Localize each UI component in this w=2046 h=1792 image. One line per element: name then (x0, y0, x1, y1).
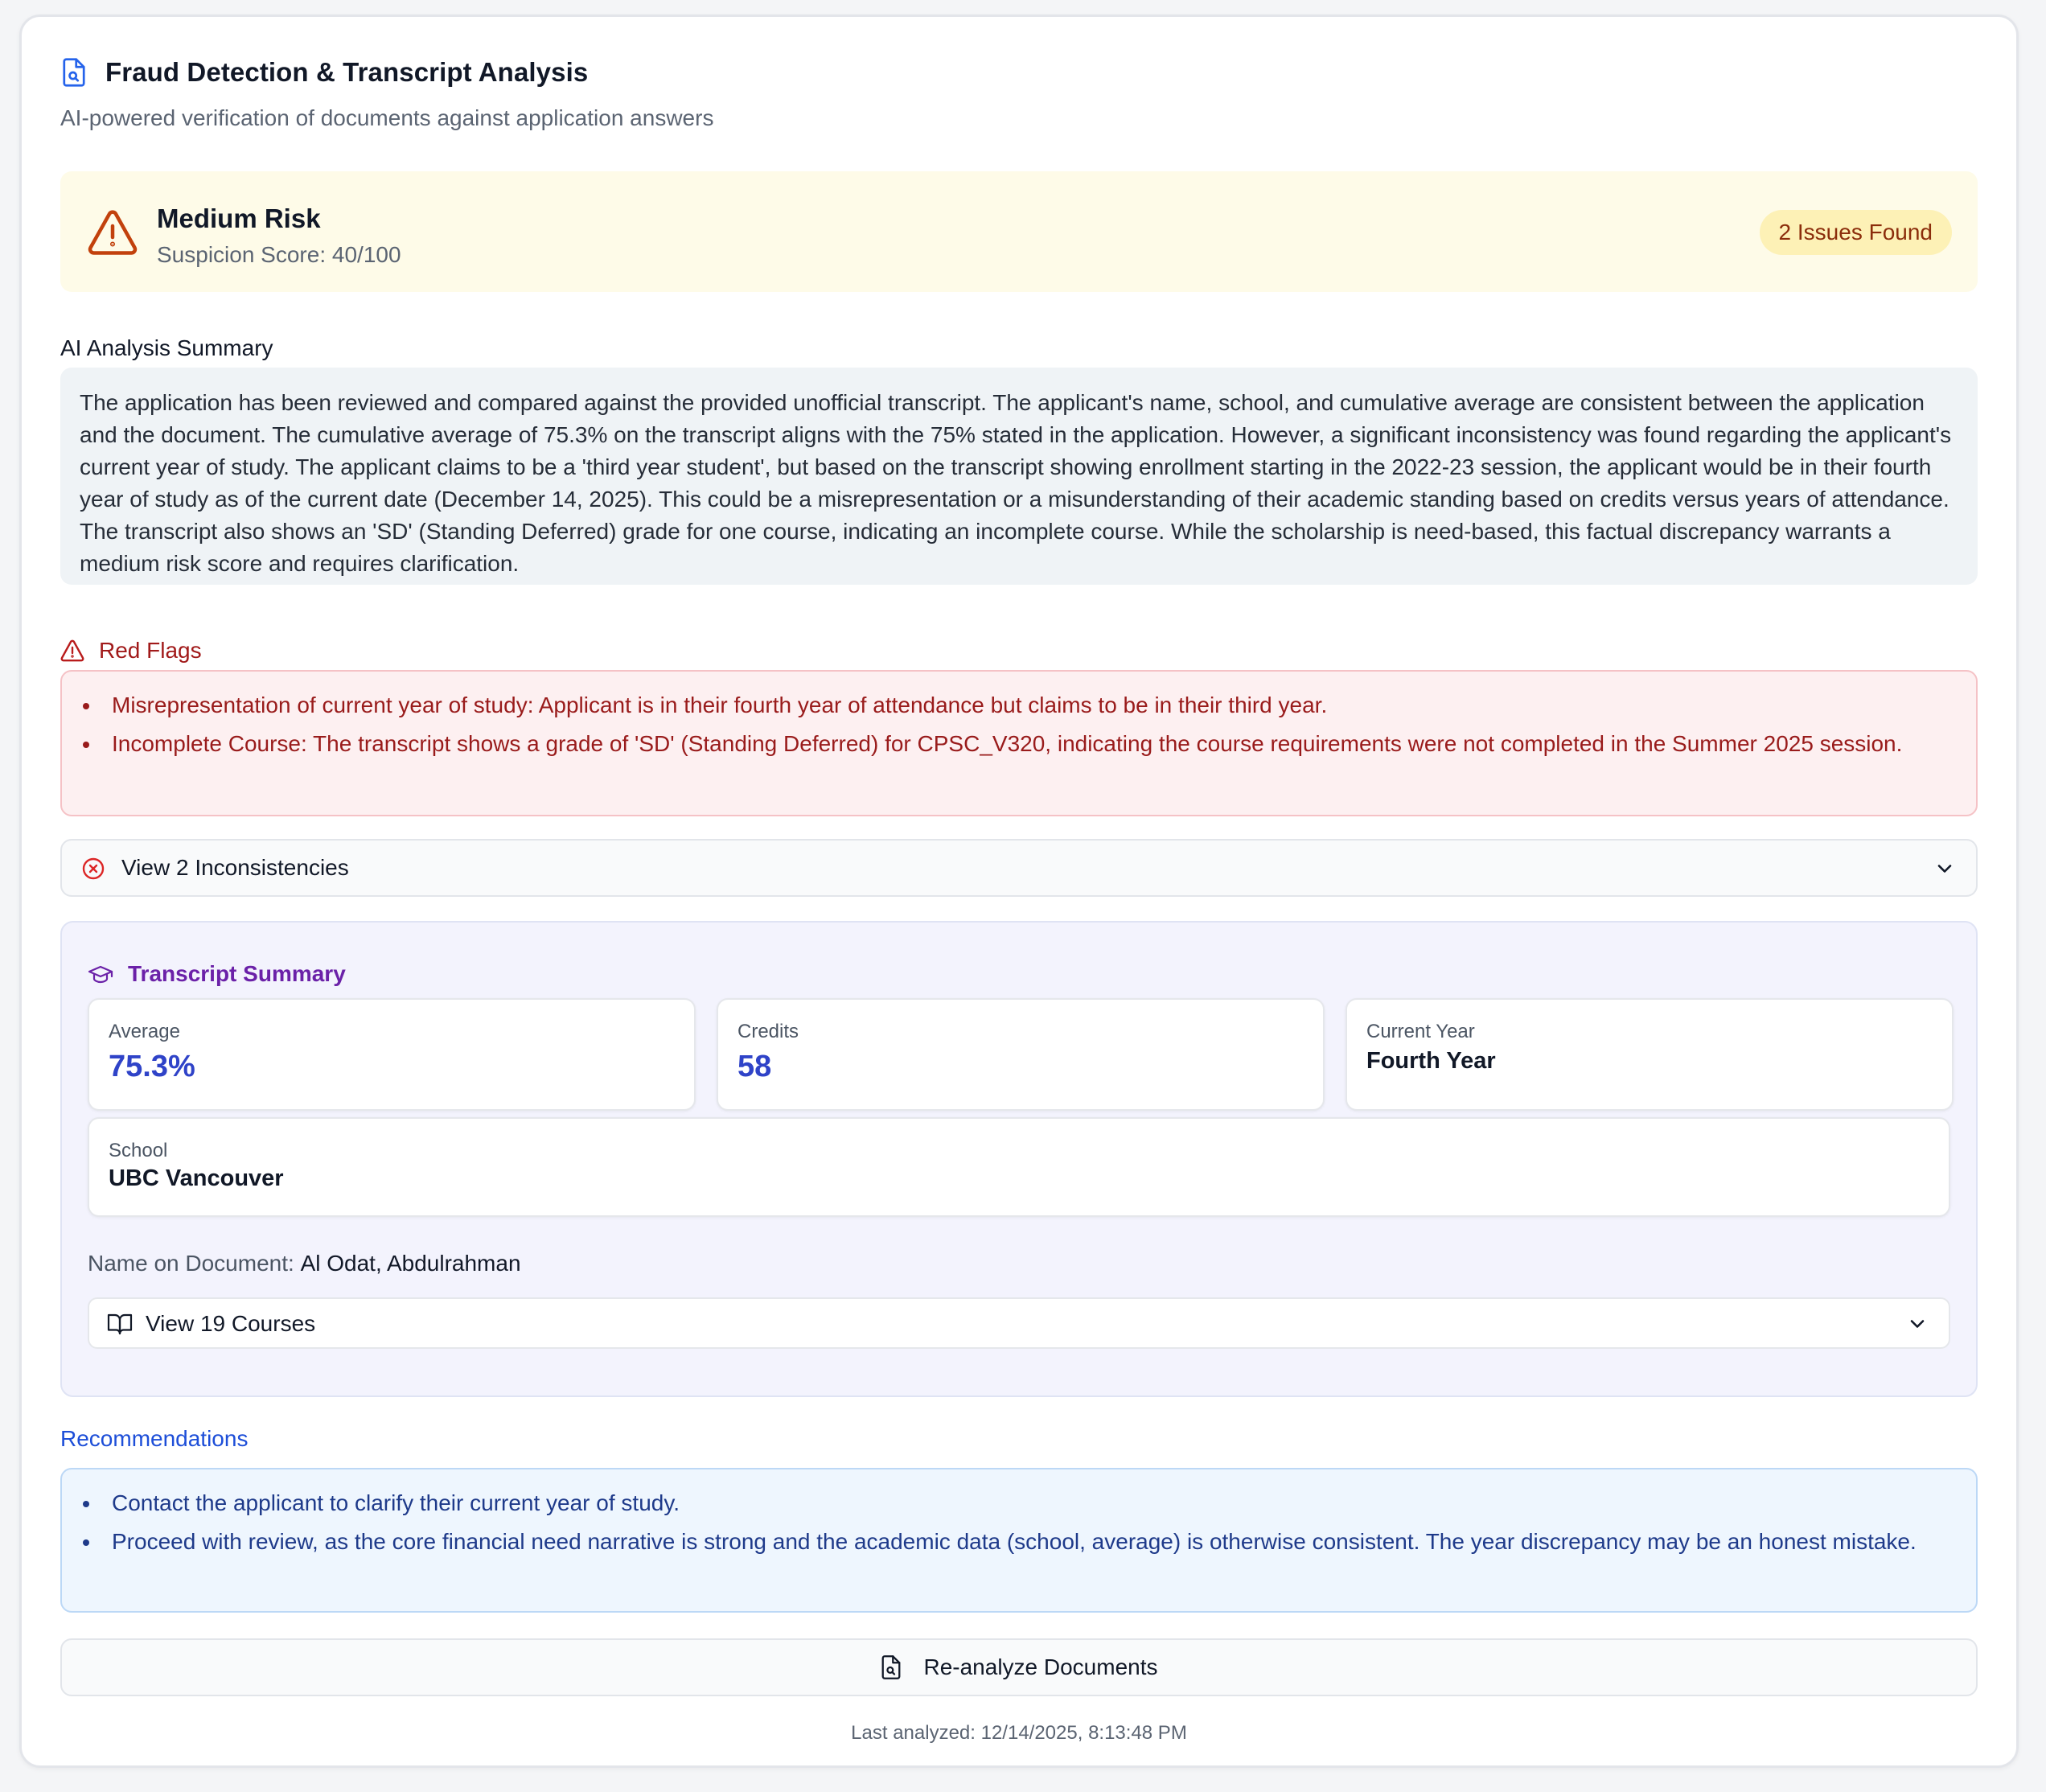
name-value: Al Odat, Abdulrahman (300, 1251, 521, 1276)
transcript-heading (88, 961, 346, 987)
list-item: Contact the applicant to clarify their current year of study. (81, 1487, 1957, 1519)
page-title: Fraud Detection & Transcript Analysis (105, 57, 589, 87)
chevron-down-icon (1934, 858, 1955, 879)
transcript-title: Transcript Summary (128, 961, 346, 986)
warning-triangle-icon (88, 210, 138, 255)
courses-toggle[interactable] (88, 1297, 1950, 1349)
summary-text: The application has been reviewed and compared against the provided unofficial transcript. The applicant's name, school, and cumulative average are consistent between the application and the document. The cumulative average of 75.3% on the transcript aligns with the 75% stated in the application. However, a significant inconsistency was found regarding the applicant's current year of study. The applicant claims to be a 'third year student', but based on the transcript showing enrollment starting in the 2022-23 session, the applicant would be in their fourth year of study as of the current date (December 14, 2025). This could be a misrepresentation or a misunderstanding of their academic standing based on credits versus years of attendance. The transcript also shows an 'SD' (Standing Deferred) grade for one course, indicating an incomplete course. While the scholarship is need-based, this factual discrepancy warrants a medium risk score and requires clarification. (60, 368, 1978, 585)
red-flags-label: Red Flags (99, 638, 202, 663)
alert-triangle-icon (60, 639, 84, 662)
school-card (88, 1117, 1950, 1217)
issues-badge: 2 Issues Found (1760, 210, 1952, 255)
last-analyzed-timestamp: Last analyzed: 12/14/2025, 8:13:48 PM (851, 1722, 1187, 1744)
current-year-label: Current Year (1366, 1021, 1475, 1042)
file-search-icon (880, 1654, 902, 1680)
file-search-icon (60, 57, 88, 88)
graduation-cap-icon (88, 964, 113, 984)
book-open-icon (107, 1312, 133, 1336)
summary-heading: AI Analysis Summary (60, 335, 273, 360)
suspicion-score: Suspicion Score: 40/100 (157, 242, 401, 267)
credits-value: 58 (737, 1050, 772, 1083)
name-on-document (88, 1251, 521, 1276)
red-flags-heading (60, 638, 202, 664)
risk-banner (60, 171, 1978, 292)
recommendations-box (60, 1468, 1978, 1613)
fraud-analysis-card (19, 14, 2019, 1768)
reanalyze-button[interactable] (60, 1638, 1978, 1696)
credits-label: Credits (737, 1021, 799, 1042)
header (60, 57, 588, 88)
credits-card (717, 998, 1325, 1111)
average-value: 75.3% (109, 1050, 195, 1083)
courses-label: View 19 Courses (146, 1311, 316, 1336)
list-item: Proceed with review, as the core financial need narrative is strong and the academic data (school, average) is otherwise consistent. The year discrepancy may be an honest mistake. (81, 1526, 1957, 1558)
inconsistencies-label: View 2 Inconsistencies (121, 855, 349, 880)
recommendations-heading: Recommendations (60, 1426, 249, 1451)
average-card (88, 998, 696, 1111)
page-subtitle: AI-powered verification of documents against application answers (60, 105, 714, 130)
chevron-down-icon (1907, 1313, 1928, 1334)
list-item: Incomplete Course: The transcript shows a grade of 'SD' (Standing Deferred) for CPSC_V320, indicating the course requirements were not completed in the Summer 2025 session. (81, 728, 1957, 760)
inconsistencies-toggle[interactable] (60, 839, 1978, 897)
reanalyze-label: Re-analyze Documents (923, 1654, 1158, 1679)
school-value: UBC Vancouver (109, 1165, 284, 1191)
transcript-summary-panel (60, 921, 1978, 1397)
name-label: Name on Document: (88, 1251, 294, 1276)
x-circle-icon (81, 857, 105, 881)
current-year-value: Fourth Year (1366, 1048, 1496, 1074)
list-item: Misrepresentation of current year of study: Applicant is in their fourth year of attendance but claims to be in their third year. (81, 689, 1957, 721)
risk-level: Medium Risk (157, 203, 321, 233)
average-label: Average (109, 1021, 180, 1042)
red-flags-box (60, 670, 1978, 816)
current-year-card (1346, 998, 1954, 1111)
school-label: School (109, 1140, 168, 1161)
